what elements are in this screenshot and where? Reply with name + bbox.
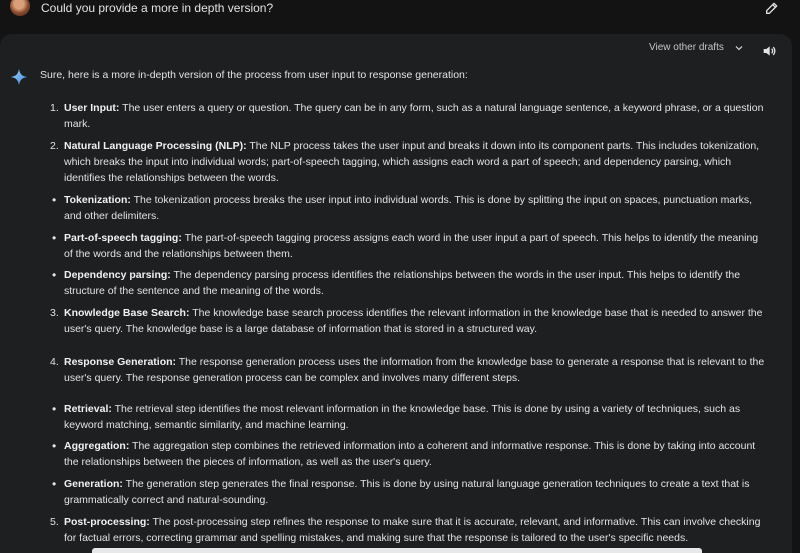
item-text: The response generation process uses the information from the knowledge base to generate a response that is relevant to the user's query. The response generation process can be complex and involves many different steps. <box>64 356 765 384</box>
item-text: The generation step generates the final response. This is done by using natural language generation techniques to create a text that is grammatically correct and natural-sounding. <box>64 478 750 506</box>
list-item <box>52 230 766 262</box>
item-text: The tokenization process breaks the user input into individual words. This is done by splitting the input on spaces, punctuation marks, and other delimiters. <box>64 194 753 222</box>
item-text: The post-processing step refines the response to make sure that it is accurate, relevant, and informative. This can involve checking for factual errors, correcting grammar and spelling mistakes, and making sure that the response is tailored to the user's specific needs. <box>64 516 761 544</box>
item-title: Tokenization: <box>64 194 131 206</box>
list-marker: • <box>52 268 57 282</box>
list-marker: 5. <box>50 516 59 528</box>
chevron-down-icon <box>734 43 744 53</box>
view-other-drafts-label: View other drafts <box>649 42 724 53</box>
item-title: Natural Language Processing (NLP): <box>64 140 247 152</box>
item-title: User Input: <box>64 102 120 114</box>
item-title: Response Generation: <box>64 356 177 368</box>
user-query-bar <box>0 0 800 34</box>
response-intro: Sure, here is a more in-depth version of the process from user input to response generation: <box>40 69 468 81</box>
list-item <box>50 514 766 546</box>
list-item <box>50 354 766 386</box>
list-marker: • <box>52 231 57 245</box>
speaker-icon[interactable] <box>761 43 777 59</box>
response-panel <box>0 34 792 553</box>
item-title: Post-processing: <box>64 516 150 528</box>
input-box-edge <box>92 548 702 553</box>
sparkle-icon <box>10 68 28 86</box>
item-text: The aggregation step combines the retrieved information into a coherent and informative response. This is done by taking into account the relationships between the pieces of information, as well as the user's query. <box>64 440 756 468</box>
item-text: The dependency parsing process identifies the relationships between the words in the user input. This helps to identify the structure of the sentence and the meaning of the words. <box>64 269 741 297</box>
list-item <box>50 100 766 132</box>
list-item <box>52 476 766 508</box>
list-marker: • <box>52 402 57 416</box>
item-text: The NLP process takes the user input and breaks it down into its component parts. This includes tokenization, which breaks the input into individual words; part-of-speech tagging, which assigns each word a part of speech; and dependency parsing, which identifies the relationships between the words. <box>64 140 760 184</box>
item-text: The part-of-speech tagging process assigns each word in the user input a part of speech. This helps to identify the meaning of the words and the relationships between them. <box>64 232 759 260</box>
avatar <box>10 0 30 16</box>
list-item <box>52 401 766 433</box>
list-marker: 2. <box>50 140 59 152</box>
item-title: Aggregation: <box>64 440 130 452</box>
list-item <box>50 138 766 186</box>
list-marker: 1. <box>50 102 59 114</box>
item-title: Retrieval: <box>64 403 112 415</box>
view-other-drafts-button[interactable] <box>649 42 744 53</box>
list-marker: 4. <box>50 356 59 368</box>
list-marker: • <box>52 477 57 491</box>
user-query-text: Could you provide a more in depth version? <box>41 1 274 15</box>
item-title: Generation: <box>64 478 123 490</box>
list-item <box>52 267 766 299</box>
item-title: Part-of-speech tagging: <box>64 232 182 244</box>
list-item <box>50 305 766 337</box>
list-item <box>52 438 766 470</box>
list-marker: • <box>52 193 57 207</box>
item-text: The retrieval step identifies the most relevant information in the knowledge base. This is done by using a variety of techniques, such as keyword matching, semantic similarity, and machine learning. <box>64 403 741 431</box>
item-title: Dependency parsing: <box>64 269 171 281</box>
list-marker: • <box>52 439 57 453</box>
item-text: The knowledge base search process identifies the relevant information in the knowledge base that is needed to answer the user's query. The knowledge base is a large database of information that is stored in a structured way. <box>64 307 763 335</box>
list-item <box>52 192 766 224</box>
item-title: Knowledge Base Search: <box>64 307 190 319</box>
pencil-icon[interactable] <box>764 0 780 16</box>
list-marker: 3. <box>50 307 59 319</box>
item-text: The user enters a query or question. The query can be in any form, such as a natural language sentence, a keyword phrase, or a question mark. <box>64 102 764 130</box>
